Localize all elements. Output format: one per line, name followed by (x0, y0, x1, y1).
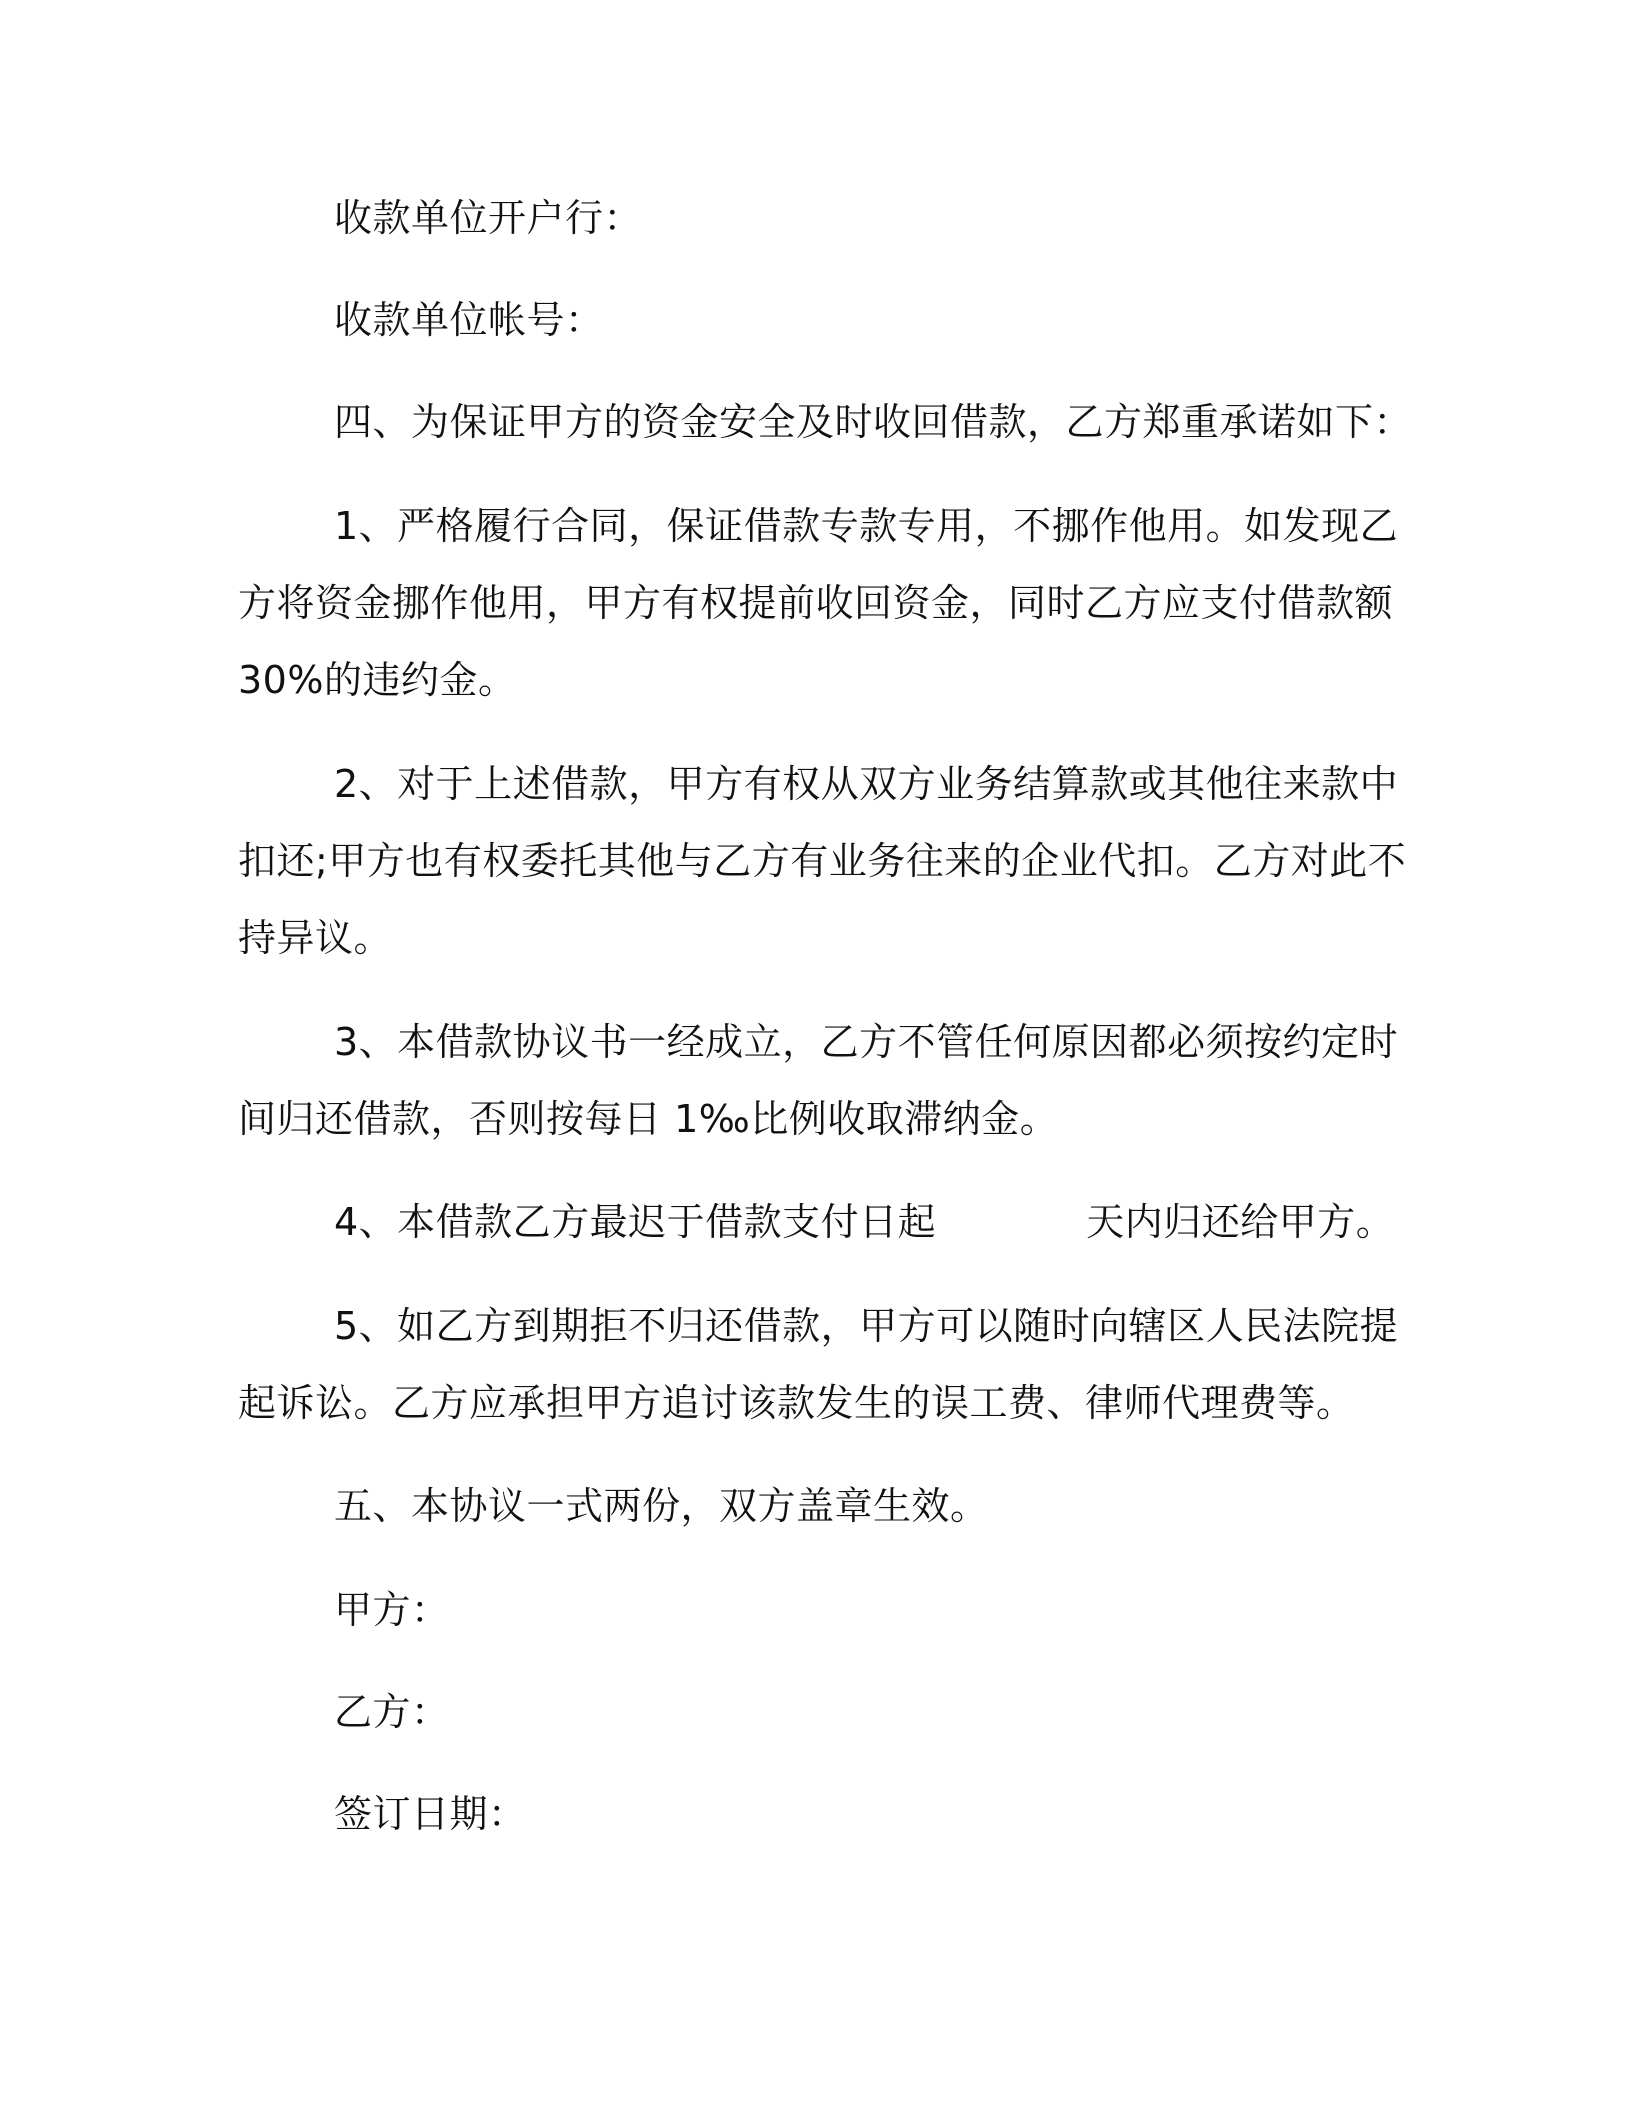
clause-5-article: 五、本协议一式两份，双方盖章生效。 (334, 1484, 989, 1528)
clause-2-line-1: 2、对于上述借款，甲方有权从双方业务结算款或其他往来款中 (334, 762, 1399, 806)
sign-date-label: 签订日期： (334, 1792, 527, 1836)
clause-3-line-2: 间归还借款，否则按每日 1‰比例收取滞纳金。 (238, 1097, 1059, 1141)
payee-account-line: 收款单位帐号： (334, 298, 604, 342)
clause-1-line-1: 1、严格履行合同，保证借款专款专用，不挪作他用。如发现乙 (334, 504, 1399, 548)
clause-4-text-a: 4、本借款乙方最迟于借款支付日起 (334, 1200, 937, 1244)
clause-2-line-2: 扣还;甲方也有权委托其他与乙方有业务往来的企业代扣。乙方对此不 (238, 839, 1407, 883)
payee-bank-line: 收款单位开户行： (334, 196, 643, 240)
clause-4-line (0, 1198, 1632, 1246)
clause-4-intro: 四、为保证甲方的资金安全及时收回借款，乙方郑重承诺如下： (334, 400, 1413, 444)
party-a-label: 甲方： (334, 1588, 450, 1632)
clause-1-line-2: 方将资金挪作他用，甲方有权提前收回资金，同时乙方应支付借款额 (238, 581, 1394, 625)
clause-5-line-1: 5、如乙方到期拒不归还借款，甲方可以随时向辖区人民法院提 (334, 1304, 1399, 1348)
clause-3-line-1: 3、本借款协议书一经成立，乙方不管任何原因都必须按约定时 (334, 1020, 1399, 1064)
clause-4-text-b: 天内归还给甲方。 (1086, 1200, 1395, 1244)
clause-5-line-2: 起诉讼。乙方应承担甲方追讨该款发生的误工费、律师代理费等。 (238, 1381, 1355, 1425)
clause-1-line-3: 30%的违约金。 (238, 658, 517, 702)
party-b-label: 乙方： (334, 1690, 450, 1734)
clause-2-line-3: 持异议。 (238, 916, 393, 960)
